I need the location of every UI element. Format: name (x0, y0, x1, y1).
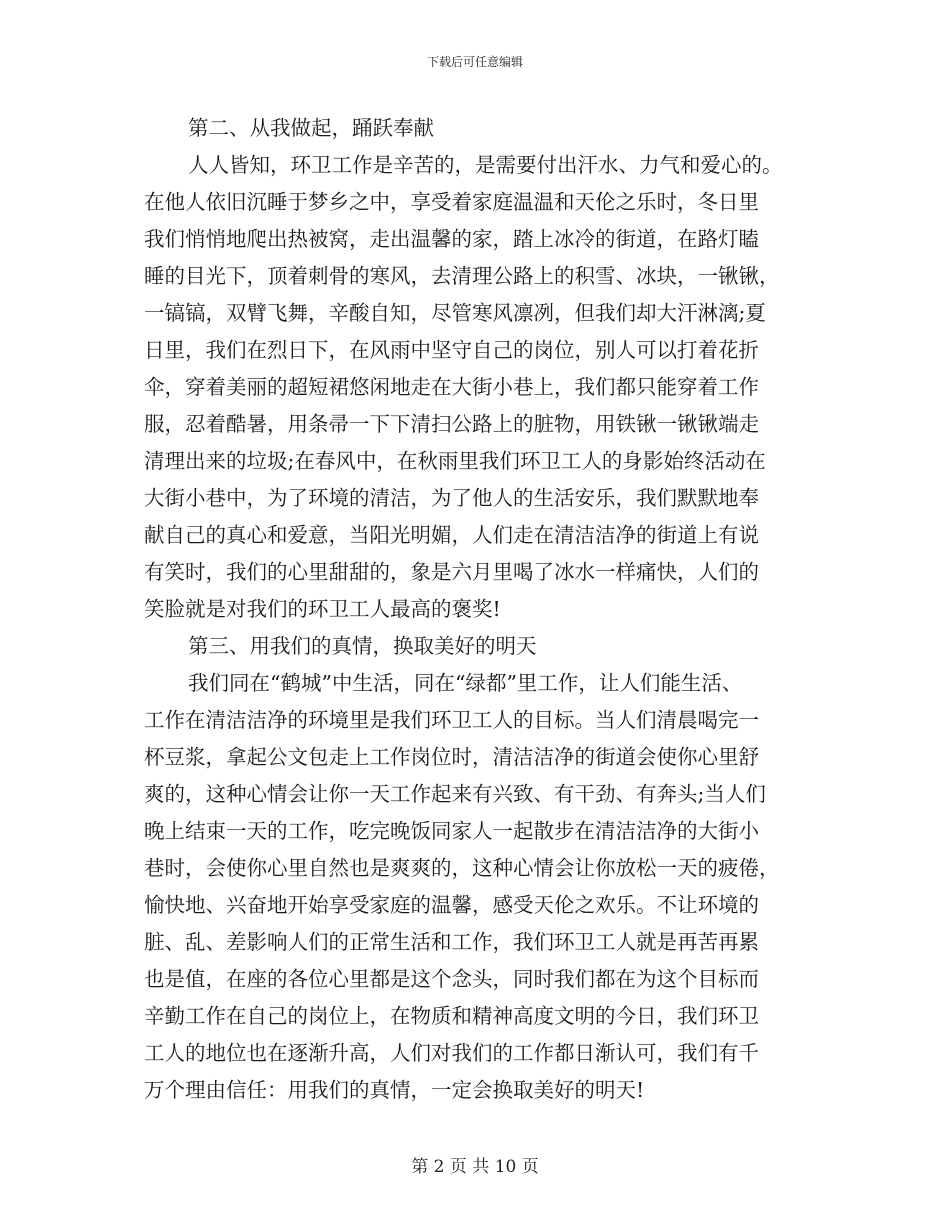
paragraph-line: 献自己的真心和爱意，当阳光明媚，人们走在清洁洁净的街道上有说 (144, 523, 759, 547)
paragraph-line: 人人皆知，环卫工作是辛苦的，是需要付出汗水、力气和爱心的。 (188, 153, 783, 177)
paragraph-line: 我们悄悄地爬出热被窝，走出温馨的家，踏上冰冷的街道，在路灯瞌 (144, 227, 759, 251)
paragraph-line: 工作在清洁洁净的环境里是我们环卫工人的目标。当人们清晨喝完一 (144, 708, 759, 732)
paragraph-line: 伞，穿着美丽的超短裙悠闲地走在大街小巷上，我们都只能穿着工作 (144, 375, 759, 399)
section-heading: 第二、从我做起，踊跃奉献 (188, 116, 434, 140)
paragraph-line: 在他人依旧沉睡于梦乡之中，享受着家庭温温和天伦之乐时，冬日里 (144, 190, 759, 214)
paragraph-line: 有笑时，我们的心里甜甜的，象是六月里喝了冰水一样痛快，人们的 (144, 560, 759, 584)
paragraph-line: 日里，我们在烈日下，在风雨中坚守自己的岗位，别人可以打着花折 (144, 338, 759, 362)
paragraph-line: 脏、乱、差影响人们的正常生活和工作，我们环卫工人就是再苦再累 (144, 930, 759, 954)
page-number-footer: 第 2 页 共 10 页 (411, 1157, 539, 1177)
paragraph-line: 工人的地位也在逐渐升高，人们对我们的工作都日渐认可，我们有千 (144, 1041, 759, 1065)
paragraph-line: 晚上结束一天的工作，吃完晚饭同家人一起散步在清洁洁净的大街小 (144, 819, 759, 843)
paragraph-line: 也是值，在座的各位心里都是这个念头，同时我们都在为这个目标而 (144, 967, 759, 991)
section-heading: 第三、用我们的真情，换取美好的明天 (188, 634, 537, 658)
paragraph-line: 辛勤工作在自己的岗位上，在物质和精神高度文明的今日，我们环卫 (144, 1004, 759, 1028)
document-body (144, 110, 804, 1109)
paragraph-line: 杯豆浆，拿起公文包走上工作岗位时，清洁洁净的街道会使你心里舒 (144, 745, 759, 769)
paragraph-line: 一镐镐，双臂飞舞，辛酸自知，尽管寒风凛冽，但我们却大汗淋漓;夏 (144, 301, 766, 325)
paragraph-line: 服，忍着酷暑，用条帚一下下清扫公路上的脏物，用铁锹一锹锹端走 (144, 412, 759, 436)
paragraph-line: 万个理由信任：用我们的真情，一定会换取美好的明天! (144, 1078, 645, 1102)
paragraph-line: 愉快地、兴奋地开始享受家庭的温馨，感受天伦之欢乐。不让环境的 (144, 893, 759, 917)
paragraph-line: 大街小巷中，为了环境的清洁，为了他人的生活安乐，我们默默地奉 (144, 486, 759, 510)
paragraph-line: 清理出来的垃圾;在春风中，在秋雨里我们环卫工人的身影始终活动在 (144, 449, 766, 473)
paragraph-line: 巷时，会使你心里自然也是爽爽的，这种心情会让你放松一天的疲倦， (144, 856, 780, 880)
page-header: 下载后可任意编辑 (426, 55, 523, 69)
paragraph-line: 爽的，这种心情会让你一天工作起来有兴致、有干劲、有奔头;当人们 (144, 782, 766, 806)
paragraph-line: 我们同在“鹤城”中生活，同在“绿都”里工作，让人们能生活、 (188, 671, 743, 695)
paragraph-line: 笑脸就是对我们的环卫工人最高的褒奖! (144, 597, 501, 621)
paragraph-line: 睡的目光下，顶着刺骨的寒风，去清理公路上的积雪、冰块，一锹锹， (144, 264, 780, 288)
